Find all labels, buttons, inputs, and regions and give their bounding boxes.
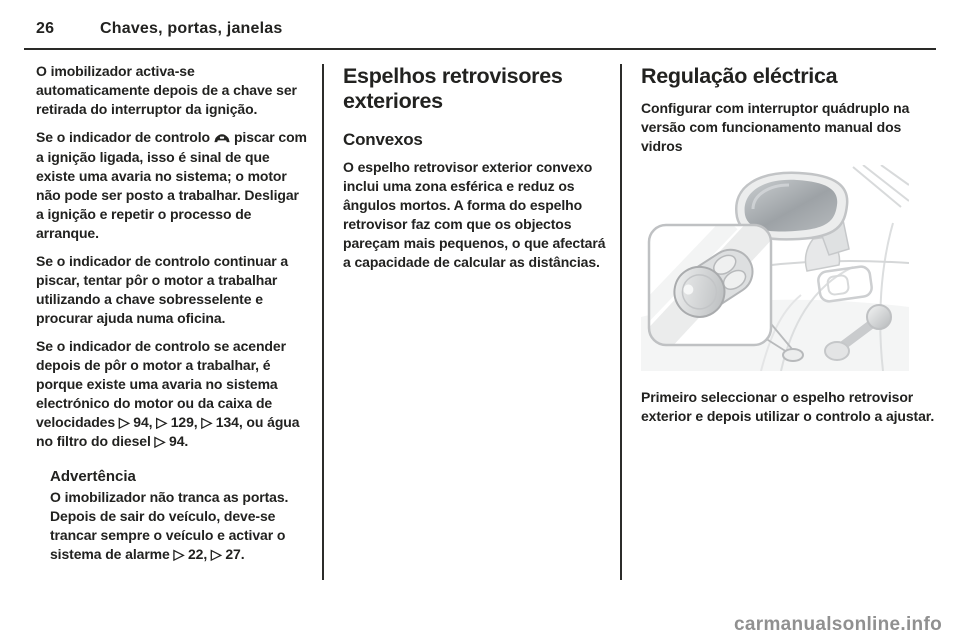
paragraph-configuration-lead: Configurar com interruptor quádruplo na versão com funcionamento manual dos vidros — [641, 100, 910, 154]
subsection-heading-convex: Convexos — [343, 130, 423, 149]
column-exterior-mirrors — [324, 50, 620, 610]
paragraph-convex-mirror: O espelho retrovisor exterior convexo inclui uma zona esférica e reduz os ângulos mortos. A forma do espelho retrovisor faz com que os objectos pareçam mais pequenos, o que afectará a capacidade de calcular as distâncias. — [343, 159, 606, 270]
watermark: carmanualsonline.info — [734, 614, 942, 635]
paragraph-indicator-on: Se o indicador de controlo se acender depois de pôr o motor a trabalhar, é porque existe uma avaria no sistema electrónico do motor ou da caixa de velocidades ▷ 94, ▷ 129, ▷ 134, ou água no filtro do diesel ▷ 94. — [36, 338, 300, 449]
figure-caption: Primeiro seleccionar o espelho retrovisor exterior e depois utilizar o controlo a ajustar. — [641, 389, 935, 424]
section-heading-mirrors: Espelhos retrovisores exteriores — [343, 64, 563, 113]
column-immobilizer — [36, 50, 322, 610]
section-heading-electric-adjustment: Regulação eléctrica — [641, 64, 838, 88]
paragraph-text-after-icon: piscar com a ignição ligada, isso é sinal de que existe uma avaria no sistema; o motor não pode ser posto a trabalhar. Desligar a ignição e repetir o processo de arranque. — [36, 129, 307, 241]
paragraph-text-before-icon: Se o indicador de controlo — [36, 129, 210, 145]
page-header — [0, 0, 960, 38]
paragraph-indicator-continues: Se o indicador de controlo continuar a piscar, tentar pôr o motor a trabalhar utilizando a chave sobresselente e procurar ajuda numa oficina. — [36, 253, 289, 326]
mirror-control-illustration — [641, 165, 909, 371]
notice-body: O imobilizador não tranca as portas. Depois de sair do veículo, deve-se trancar sempre o veículo e activar o sistema de alarme ▷ 22, ▷ 27. — [50, 489, 289, 562]
notice-block — [50, 467, 310, 564]
mirror-control-figure — [641, 165, 909, 376]
notice-title: Advertência — [50, 468, 136, 485]
chapter-title: Chaves, portas, janelas — [100, 20, 283, 37]
content-columns — [36, 50, 936, 610]
paragraph-indicator-blinking — [36, 128, 310, 243]
page-number: 26 — [36, 20, 55, 37]
column-electric-adjustment — [622, 50, 936, 610]
paragraph-immobilizer-activation: O imobilizador activa-se automaticamente depois de a chave ser retirada do interruptor da ignição. — [36, 63, 297, 117]
immobilizer-indicator-icon — [213, 129, 231, 148]
